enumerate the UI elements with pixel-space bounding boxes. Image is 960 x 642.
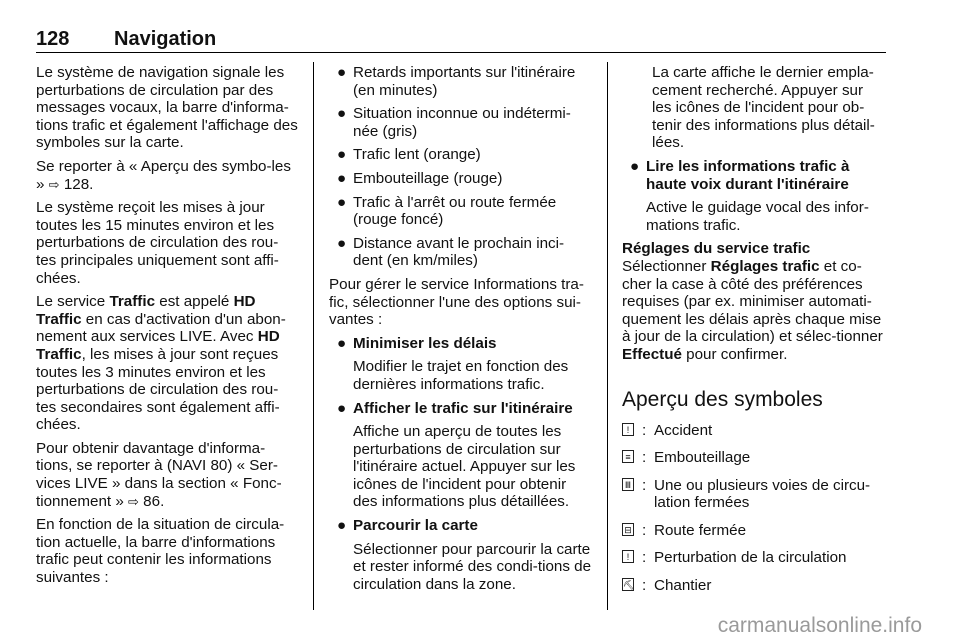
option-title: Minimiser les délais	[353, 334, 497, 352]
option-title: Afficher le trafic sur l'itinéraire	[353, 399, 573, 417]
symbol-row	[622, 577, 886, 595]
list-item-text: Retards importants sur l'itinéraire (en minutes)	[353, 64, 576, 99]
watermark: carmanualsonline.info	[717, 614, 922, 637]
page-ref-link[interactable]: 86.	[143, 492, 165, 510]
paragraph: Le système reçoit les mises à jour toutes les 15 minutes environ et les perturbations de circulation des rou-tes principales uniquement sont affi-chées.	[36, 199, 279, 287]
list-item-text: Trafic à l'arrêt ou route fermée (rouge foncé)	[353, 193, 557, 229]
paragraph	[622, 258, 886, 364]
paragraph-text: est appelé	[155, 293, 234, 311]
option-description: Affiche un aperçu de toutes les perturbations de circulation sur l'itinéraire actuel. Appuyer sur les icônes de l'incident pour obtenir des informations plus détaillées.	[353, 423, 576, 511]
option-title: Lire les informations trafic à haute voix durant l'itinéraire	[646, 157, 850, 193]
column-3	[622, 64, 886, 605]
symbol-label: Route fermée	[654, 521, 747, 539]
page-ref-arrow-icon: ⇨	[128, 493, 139, 509]
bullet-icon: ●	[337, 334, 347, 352]
lanes-closed-icon: Ⅲ	[622, 478, 634, 491]
bullet-icon: ●	[337, 399, 347, 417]
list-item-text: Embouteillage (rouge)	[353, 169, 503, 187]
column-divider	[313, 62, 314, 610]
paragraph-text: Pour obtenir davantage d'informa-tions, se reporter à (NAVI 80) « Ser-vices LIVE » dans la section « Fonc-tionnement »	[36, 439, 282, 510]
list-item-text: Trafic lent (orange)	[353, 146, 481, 164]
paragraph	[36, 158, 298, 193]
symbol-label: Accident	[654, 421, 713, 439]
option-item	[329, 517, 592, 593]
paragraph: Le système de navigation signale les perturbations de circulation par des messages vocaux, la barre d'informa-tions trafic et également l'affichage des symboles sur la carte.	[36, 64, 298, 152]
list-item	[329, 64, 592, 99]
bullet-icon: ●	[337, 193, 347, 211]
symbol-label: Perturbation de la circulation	[654, 549, 847, 567]
list-item	[329, 194, 592, 229]
colon: :	[642, 521, 647, 539]
traffic-jam-icon: ≡	[622, 450, 634, 463]
page-number: 128	[36, 28, 70, 50]
column-1	[36, 64, 298, 593]
option-item	[329, 400, 592, 512]
symbol-row	[622, 449, 886, 467]
symbol-label: Une ou plusieurs voies de circu-lation fermées	[654, 476, 871, 512]
paragraph-text: Le service	[36, 293, 110, 311]
colon: :	[642, 577, 647, 595]
symbol-row	[622, 549, 886, 567]
option-item	[329, 335, 592, 394]
paragraph-text: Se reporter à « Aperçu des symbo-les »	[36, 157, 291, 193]
list-item	[329, 235, 592, 270]
section-title: Navigation	[114, 28, 217, 50]
option-item	[622, 158, 886, 234]
accident-icon: !	[622, 423, 634, 436]
bullet-icon: ●	[630, 157, 640, 175]
symbol-row	[622, 422, 886, 440]
list-item-text: Situation inconnue ou indétermi-née (gris)	[353, 105, 571, 140]
bold-term: Réglages trafic	[710, 257, 820, 275]
paragraph: En fonction de la situation de circula-tion actuelle, la barre d'informations trafic peut contenir les informations suivantes :	[36, 516, 285, 587]
bullet-icon: ●	[337, 234, 347, 252]
bullet-icon: ●	[337, 146, 347, 164]
colon: :	[642, 549, 647, 567]
paragraph	[36, 293, 298, 434]
paragraph-text: pour confirmer.	[681, 345, 788, 363]
road-closed-icon: ⊟	[622, 523, 634, 536]
bold-term: Effectué	[622, 345, 682, 363]
paragraph-text: , les mises à jour sont reçues toutes les 3 minutes environ et les perturbations de circulation des rou-tes secondaires sont également affi-chées.	[36, 345, 280, 434]
paragraph: Pour gérer le service Informations tra-fic, sélectionner l'une des options sui-vantes :	[329, 275, 584, 329]
list-item	[329, 105, 592, 140]
symbol-row	[622, 522, 886, 540]
disruption-icon: !	[622, 550, 634, 563]
paragraph-text: Sélectionner	[622, 257, 711, 275]
roadworks-icon: ⛏	[623, 580, 635, 591]
bold-term: Traffic	[109, 293, 156, 311]
column-divider	[607, 62, 608, 610]
bullet-icon: ●	[337, 105, 347, 123]
bold-term: HD Traffic	[36, 328, 280, 363]
bullet-icon: ●	[337, 169, 347, 187]
paragraph-text: en cas d'activation d'un abon-nement aux services LIVE. Avec	[36, 310, 286, 346]
page-ref-arrow-icon: ⇨	[48, 176, 60, 192]
list-item	[329, 170, 592, 188]
bullet-icon: ●	[337, 517, 347, 535]
symbol-row	[622, 477, 886, 512]
symbol-label: Embouteillage	[654, 449, 751, 467]
option-description: Sélectionner pour parcourir la carte et rester informé des condi-tions de circulation dans la zone.	[353, 540, 592, 593]
symbol-label: Chantier	[654, 577, 712, 595]
colon: :	[642, 476, 647, 494]
subsection-title: Réglages du service trafic	[622, 240, 811, 258]
header-rule	[36, 52, 886, 53]
bullet-icon: ●	[337, 64, 347, 81]
column-2	[329, 64, 592, 599]
list-item-text: Distance avant le prochain inci-dent (en km/miles)	[353, 234, 565, 270]
page-header	[36, 28, 886, 52]
option-description-continued: La carte affiche le dernier empla-cement recherché. Appuyer sur les icônes de l'incident pour ob-tenir des informations plus détail-lées.	[652, 64, 875, 152]
option-title: Parcourir la carte	[353, 517, 478, 535]
paragraph	[36, 440, 298, 510]
option-description: Modifier le trajet en fonction des dernières informations trafic.	[353, 358, 569, 393]
paragraph-text: et co-cher la case à côté des préférences requises (par ex. minimiser automati-quement les délais après chaque mise à jour de la circulation) et sélec-tionner	[622, 257, 883, 346]
colon: :	[642, 449, 647, 467]
list-item	[329, 146, 592, 164]
page-ref-link[interactable]: 128.	[63, 175, 94, 193]
bold-term: HD Traffic	[36, 293, 256, 328]
option-description: Active le guidage vocal des infor-mations trafic.	[646, 199, 869, 234]
section-heading: Aperçu des symboles	[622, 387, 823, 411]
colon: :	[642, 421, 647, 439]
